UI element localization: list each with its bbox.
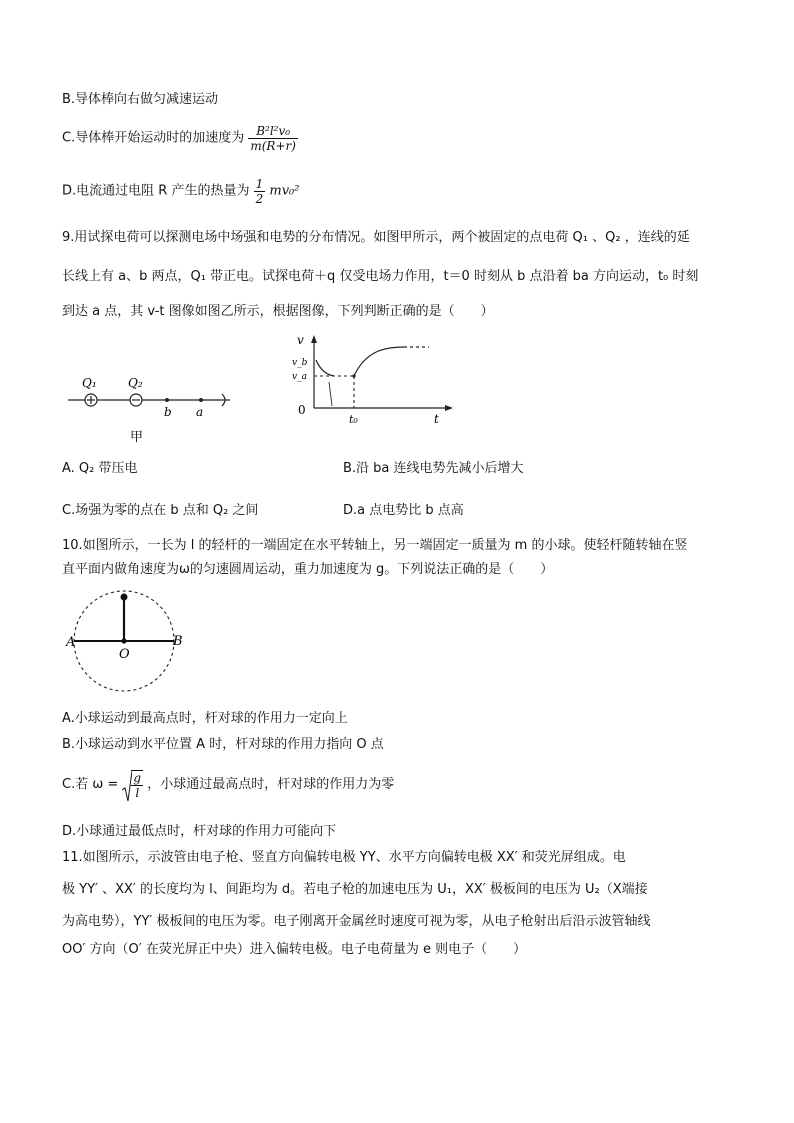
q8-option-d-fraction [254,177,266,206]
q8-option-b: B.导体棒向右做匀减速运动 [62,92,219,107]
q9-option-b: B.沿 ba 连线电势先减小后增大 [343,461,524,476]
q9-stem-line2: 长线上有 a、b 两点，Q₁ 带正电。试探电荷＋q 仅受电场力作用，t＝0 时刻从 b 点沿着 ba 方向运动，t₀ 时刻 [62,269,699,284]
label-q1: Q₁ [82,376,97,390]
q10-option-b: B.小球运动到水平位置 A 时，杆对球的作用力指向 O 点 [62,737,384,752]
q10-stem-line1: 10.如图所示，一长为 l 的轻杆的一端固定在水平转轴上，另一端固定一质量为 m 的小球。使轻杆随转轴在竖 [62,538,688,553]
q9-option-d: D.a 点电势比 b 点高 [343,503,464,518]
q8-option-c [62,124,298,153]
ball-top [121,594,128,601]
q11-stem-line1: 11.如图所示，示波管由电子枪、竖直方向偏转电极 YY、水平方向偏转电极 XX′ 和荧光屏组成。电 [62,850,626,865]
q8-option-c-fraction [248,124,298,153]
label-b: B [173,634,183,649]
q9-option-c: C.场强为零的点在 b 点和 Q₂ 之间 [62,503,259,518]
q8-option-d [62,177,299,206]
fraction-denominator: l [135,786,140,800]
q10-option-a: A.小球运动到最高点时，杆对球的作用力一定向上 [62,711,348,726]
q11-stem-line4: OO′ 方向（O′ 在荧光屏正中央）进入偏转电极。电子电荷量为 e 则电子（ ） [62,942,527,957]
q9-option-a: A. Q₂ 带压电 [62,461,138,476]
fraction-denominator: m(R+r) [250,139,296,153]
q8-option-d-suffix: mv₀² [269,183,300,199]
label-origin: 0 [298,403,306,417]
label-t0: t₀ [349,413,358,426]
q11-stem-line2: 极 YY′ 、XX′ 的长度均为 l、间距均为 d。若电子枪的加速电压为 U₁，XX′ 极板间的电压为 U₂（X端接 [62,882,648,897]
label-a: a [196,405,204,419]
label-b: b [164,405,172,419]
fraction-numerator: B²l²v₀ [248,124,298,139]
label-v: v [297,333,304,347]
sqrt-sign [122,770,132,804]
t-axis-arrow [445,405,453,411]
label-a: A [66,635,76,650]
curve-decel [316,360,334,376]
label-va: v_a [292,372,307,382]
q8-option-d-text: D.电流通过电阻 R 产生的热量为 [62,183,250,199]
curve-accel [354,347,404,376]
figure-jia [62,355,242,450]
point-t0 [352,374,355,377]
point-b [165,398,169,402]
pivot-o [121,638,126,643]
sqrt-fraction [131,770,143,800]
break-mark [329,382,332,406]
q10-stem-line2: 直平面内做角速度为ω的匀速圆周运动，重力加速度为 g。下列说法正确的是（ ） [62,562,554,577]
fraction-denominator: 2 [255,192,264,206]
label-t: t [434,412,439,426]
label-o: O [119,647,130,662]
q8-option-c-text: C.导体棒开始运动时的加速度为 [62,130,245,146]
figure-yi-vt-graph [286,330,461,430]
v-axis-arrow [311,335,317,343]
figure-circular-motion [62,590,192,698]
q10-option-c-prefix: C.若 ω = [62,777,119,792]
caption-jia: 甲 [130,430,144,445]
sqrt-expression [122,770,143,800]
point-a [199,398,203,402]
fraction-numerator: g [133,771,142,785]
q9-stem-line3: 到达 a 点，其 v-t 图像如图乙所示，根据图像，下列判断正确的是（ ） [62,304,494,319]
q10-option-d: D.小球通过最低点时，杆对球的作用力可能向下 [62,824,337,839]
label-q2: Q₂ [128,376,143,390]
fraction-numerator: 1 [255,177,264,191]
q10-option-c-suffix: ，小球通过最高点时，杆对球的作用力为零 [147,777,395,792]
q9-stem-line1: 9.用试探电荷可以探测电场中场强和电势的分布情况。如图甲所示，两个被固定的点电荷 Q₁ 、Q₂ ，连线的延 [62,230,690,245]
q10-option-c [62,770,394,800]
label-vb: v_b [292,358,308,368]
q11-stem-line3: 为高电势），YY′ 极板间的电压为零。电子刚离开金属丝时速度可视为零，从电子枪射出后沿示波管轴线 [62,914,651,929]
